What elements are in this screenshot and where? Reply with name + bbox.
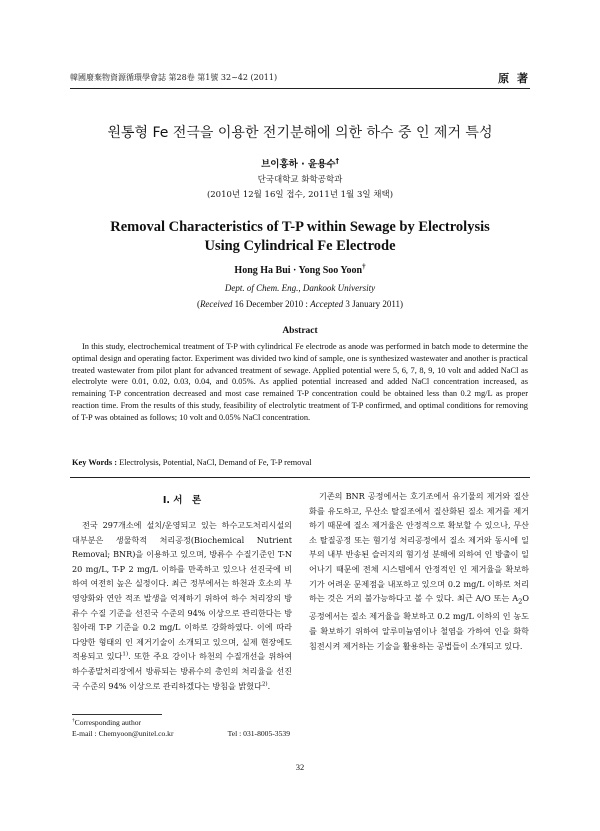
keywords-text: Electrolysis, Potential, NaCl, Demand of Fe, T-P removal [116, 458, 312, 467]
english-dates [70, 299, 530, 309]
accepted-label: Accepted [310, 299, 344, 309]
intro-p2-text: 기존의 BNR 공정에서는 호기조에서 유기물의 제거와 질산화를 유도하고, 무산소 탈질조에서 질산화된 질소 제거를 제거하기 때문에 질소 제거율은 안정적으로 확보할 수 있으나, 무산소 탈질공정 또는 혐기성 처리공정에서 질소 제거와 동시에 일부의 내부 반송된 슬러지의 혐기성 분해에 의하여 인 방출이 일어나기 때문에 전체 시스템에서 안정적인 인 제거율을 확보하기가 어려운 문제점을 내포하고 있으며 0.2 mg/L 이하로 처리하는 것은 거의 불가능하다고 볼 수 있다. 최근 A/O 또는 A [309, 491, 529, 604]
running-header [70, 72, 530, 86]
page-number: 32 [295, 762, 305, 772]
english-title-line-2: Using Cylindrical Fe Electrode [204, 238, 396, 254]
english-author-names: Hong Ha Bui · Yong Soo Yoon [234, 265, 363, 276]
korean-title: 원통형 Fe 전극을 이용한 전기분해에 의한 하수 중 인 제거 특성 [107, 125, 493, 141]
subscript-2: 2 [518, 597, 523, 606]
received-date: 16 December 2010 : [232, 299, 311, 309]
keywords-label: Key Words : [72, 458, 117, 467]
footnote-contact-row [72, 729, 294, 740]
english-corresponding-mark: † [362, 262, 366, 271]
dates-open-paren: ( [196, 299, 200, 309]
section-heading-introduction: I. 서 론 [162, 495, 202, 506]
english-title-line-1: Removal Characteristics of T-P within Sewage by Electrolysis [110, 219, 490, 235]
intro-p1-end: . [267, 680, 271, 691]
english-affiliation: Dept. of Chem. Eng., Dankook University [224, 283, 376, 293]
korean-author-names: 브이홍하 · 윤용수 [261, 159, 336, 170]
korean-dates: (2010년 12월 16일 접수, 2011년 1월 3일 채택) [206, 190, 394, 200]
header-rule [70, 88, 530, 89]
body-column-right [309, 489, 529, 653]
footnote-email: E-mail : Chemyoon@unitel.co.kr [72, 728, 174, 738]
intro-p1-text: 전국 297개소에 설치/운영되고 있는 하수고도처리시설의 대부분은 생물학적 처리공정(Biochemical Nutrient Removal; BNR)을 이용하고 있으며, 방류수 수질기준인 T-N 20 mg/L, T-P 2 mg/L 이하를 만족하고 있으나 선진국에 비하여 여전히 높은 실정이다. 최근 정부에서는 하천과 호소의 부영양화와 연안 적조 발생을 억제하기 위하여 하수 처리장의 방류수 수질 기준을 선진국 수준의 94% 이상으로 관리한다는 방침아래 T-P 기준을 0.2 mg/L 이하로 강화하였다. 이에 따라 다양한 형태의 인 제거기술이 소개되고 있으며, 실제 현장에도 적용되고 있다 [72, 520, 292, 662]
received-label: Received [199, 299, 233, 309]
keywords-rule [70, 477, 530, 478]
korean-authors [70, 156, 530, 170]
footnote-label: Corresponding author [74, 718, 142, 727]
keywords [72, 458, 528, 467]
footnote-mark: † [72, 717, 75, 724]
accepted-date: 3 January 2011) [343, 299, 404, 309]
journal-citation: 韓國廢棄物資源循環學會誌 第28卷 第1號 32~42 (2011) [70, 73, 278, 82]
intro-p2-text-cont: O 공정에서는 질소 제거율을 확보하고 0.2 mg/L 이하의 인 농도를 확보하기 위하여 알루미늄염이나 철염을 가하여 인을 화학침전시켜 제거하는 기술을 활용하는 공법들이 소개되고 있다. [309, 593, 529, 651]
corresponding-mark: † [335, 156, 339, 165]
article-type-label: 原 著 [498, 72, 530, 85]
english-title [70, 218, 530, 256]
korean-affiliation: 단국대학교 화학공학과 [257, 175, 343, 185]
intro-paragraph-2 [309, 489, 529, 653]
intro-p1-text-cont: . 또한 주요 강이나 하천의 수질개선을 위하여 하수종말처리장에서 방류되는 방류수의 총인의 처리율을 선진국 수준의 94% 이상으로 관리하겠다는 방침을 밝혔다 [72, 651, 292, 691]
citation-ref-2: 2) [261, 680, 268, 687]
abstract-heading: Abstract [282, 326, 318, 336]
abstract-body: In this study, electrochemical treatment of T-P with cylindrical Fe electrode as anode was performed in batch mode to determine the optimal design and operating factor. Experiment was divided two kind of sample, one is synthesized wastewater and another is practical treated wastewater from pilot plant for advanced treatment of sewage. Applied potential were 5, 6, 7, 8, 9, 10 volt and added NaCl as electrolyte were 0.01, 0.02, 0.03, 0.04, and 0.05%. As applied potential increased and added NaCl concentration increased, as remaining T-P concentration decreased and most case remained T-P concentration could be obtained less than 0.2 mg/L as proper reaction time. From the results of this study, feasibility of electrolytic treatment of T-P confirmed, and optimal conditions for removing of T-P was obtained as follows; 10 volt and 0.05% NaCl concentration. [72, 342, 528, 422]
footnote-author-row [72, 718, 294, 729]
footnote-rule [72, 714, 162, 715]
intro-paragraph-1 [72, 518, 292, 693]
body-column-left [72, 518, 292, 693]
english-authors [70, 262, 530, 276]
citation-ref-1: 1) [122, 651, 129, 658]
footnote [72, 718, 294, 739]
footnote-tel: Tel : 031-8005-3539 [227, 728, 290, 738]
